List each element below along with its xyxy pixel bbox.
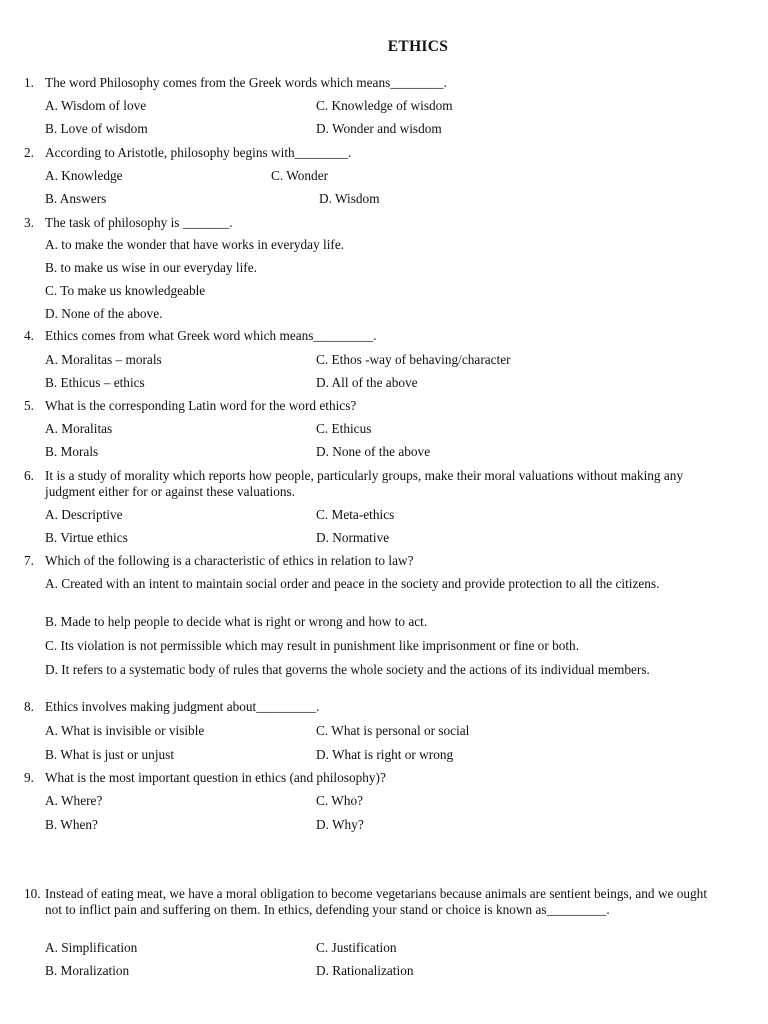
question-3 bbox=[24, 215, 724, 231]
option-a: A. Knowledge bbox=[45, 168, 123, 183]
option-c: C. What is personal or social bbox=[316, 723, 470, 738]
question-text: It is a study of morality which reports how people, particularly groups, make their moral valuations without making any judgment either for or against these valuations. bbox=[45, 468, 684, 499]
option-b: B. Love of wisdom bbox=[45, 121, 148, 136]
question-4 bbox=[24, 328, 724, 344]
option-c: C. Ethos -way of behaving/character bbox=[316, 352, 511, 367]
question-text: According to Aristotle, philosophy begins with________. bbox=[45, 145, 352, 160]
option-d: D. None of the above bbox=[316, 444, 431, 459]
question-text: The word Philosophy comes from the Greek words which means________. bbox=[45, 75, 447, 90]
option-b: B. to make us wise in our everyday life. bbox=[45, 260, 257, 275]
question-text: Ethics comes from what Greek word which means_________. bbox=[45, 328, 377, 343]
option-c: C. Meta-ethics bbox=[316, 507, 395, 522]
option-b: B. Answers bbox=[45, 191, 107, 206]
question-number: 4. bbox=[24, 328, 34, 343]
option-d: D. Normative bbox=[316, 530, 390, 545]
question-text: The task of philosophy is _______. bbox=[45, 215, 233, 230]
option-b: B. Morals bbox=[45, 444, 99, 459]
option-c: C. To make us knowledgeable bbox=[45, 283, 206, 298]
question-text: Instead of eating meat, we have a moral obligation to become vegetarians because animals are sentient beings, and we ought not to inflict pain and suffering on them. In ethics, defending your stand or choice is known as_________. bbox=[45, 886, 708, 917]
option-a: A. Descriptive bbox=[45, 507, 123, 522]
option-d: D. Rationalization bbox=[316, 963, 414, 978]
question-5 bbox=[24, 398, 724, 414]
option-a: A. Moralitas bbox=[45, 421, 113, 436]
question-text: Ethics involves making judgment about_________. bbox=[45, 699, 320, 714]
option-c: C. Knowledge of wisdom bbox=[316, 98, 453, 113]
question-number: 3. bbox=[24, 215, 34, 230]
question-9 bbox=[24, 770, 724, 786]
question-6 bbox=[24, 468, 724, 499]
option-a: A. Simplification bbox=[45, 940, 138, 955]
option-a: A. Moralitas – morals bbox=[45, 352, 162, 367]
question-number: 7. bbox=[24, 553, 34, 568]
option-d: D. None of the above. bbox=[45, 306, 163, 321]
question-number: 10. bbox=[24, 886, 41, 901]
option-d: D. What is right or wrong bbox=[316, 747, 454, 762]
option-b: B. Virtue ethics bbox=[45, 530, 128, 545]
question-10 bbox=[24, 886, 724, 917]
question-number: 1. bbox=[24, 75, 34, 90]
option-a: A. What is invisible or visible bbox=[45, 723, 205, 738]
question-number: 8. bbox=[24, 699, 34, 714]
option-c: C. Its violation is not permissible which may result in punishment like imprisonment or fine or both. bbox=[45, 638, 580, 653]
option-d: D. Wisdom bbox=[319, 191, 380, 206]
question-number: 9. bbox=[24, 770, 34, 785]
option-c: C. Ethicus bbox=[316, 421, 372, 436]
option-c: C. Who? bbox=[316, 793, 364, 808]
question-7 bbox=[24, 553, 724, 569]
option-b: B. What is just or unjust bbox=[45, 747, 175, 762]
question-text: Which of the following is a characteristic of ethics in relation to law? bbox=[45, 553, 414, 568]
option-c: C. Justification bbox=[316, 940, 397, 955]
document-title: ETHICS bbox=[387, 38, 449, 55]
question-text: What is the most important question in ethics (and philosophy)? bbox=[45, 770, 386, 785]
option-b: B. Moralization bbox=[45, 963, 130, 978]
option-a: A. Created with an intent to maintain social order and peace in the society and provide protection to all the citizens. bbox=[45, 576, 660, 591]
option-d: D. All of the above bbox=[316, 375, 418, 390]
option-a: A. to make the wonder that have works in everyday life. bbox=[45, 237, 345, 252]
question-1 bbox=[24, 75, 724, 91]
option-d: D. Why? bbox=[316, 817, 364, 832]
question-8 bbox=[24, 699, 724, 715]
question-number: 6. bbox=[24, 468, 34, 483]
question-number: 5. bbox=[24, 398, 34, 413]
option-d: D. It refers to a systematic body of rules that governs the whole society and the actions of its individual members. bbox=[45, 662, 650, 677]
question-2 bbox=[24, 145, 724, 161]
option-a: A. Wisdom of love bbox=[45, 98, 147, 113]
option-a: A. Where? bbox=[45, 793, 103, 808]
option-b: B. Ethicus – ethics bbox=[45, 375, 145, 390]
option-b: B. When? bbox=[45, 817, 98, 832]
option-c: C. Wonder bbox=[271, 168, 329, 183]
option-b: B. Made to help people to decide what is right or wrong and how to act. bbox=[45, 614, 428, 629]
option-d: D. Wonder and wisdom bbox=[316, 121, 442, 136]
question-text: What is the corresponding Latin word for the word ethics? bbox=[45, 398, 357, 413]
question-number: 2. bbox=[24, 145, 34, 160]
